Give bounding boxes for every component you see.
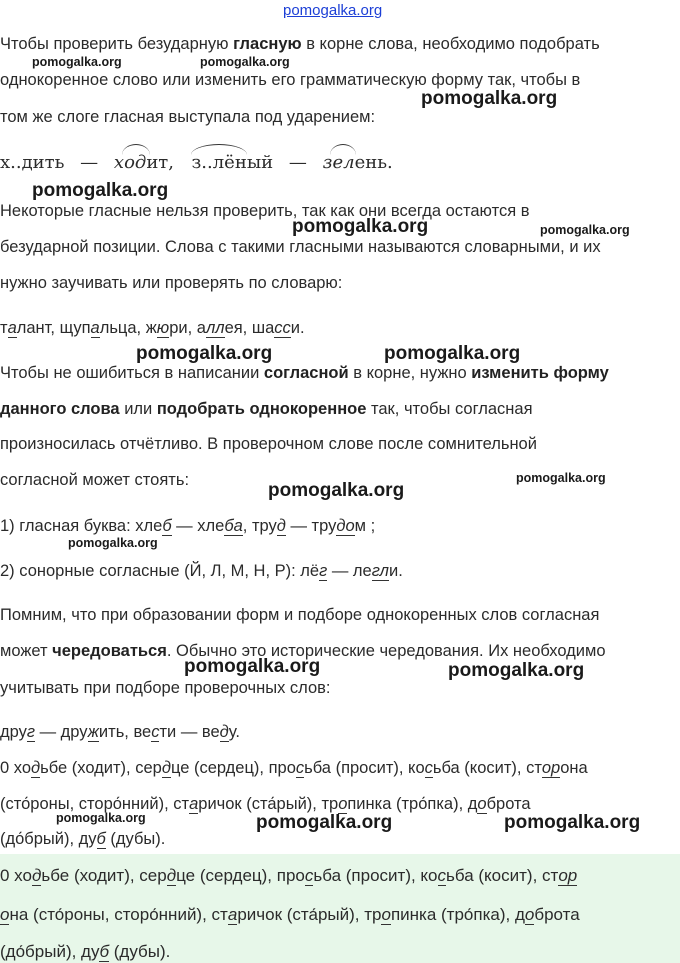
text: и. xyxy=(290,319,305,337)
watermark: pomogalka.org xyxy=(516,471,606,485)
underlined-letter: до xyxy=(336,517,355,535)
rule-vowel-line-3: том же слоге гласная выступала под ударением: xyxy=(0,108,376,126)
emphasis: подобрать однокоренное xyxy=(156,400,367,418)
text: — ле xyxy=(327,562,372,580)
underlined-letter: с xyxy=(151,723,160,741)
text: ьба (косит), ст xyxy=(446,866,559,885)
vowel-examples xyxy=(0,152,393,173)
answer-line-2 xyxy=(0,904,580,926)
watermark: pomogalka.org xyxy=(292,216,429,237)
text: дру xyxy=(0,723,27,741)
text: (дубы). xyxy=(109,942,171,961)
underlined-letter: ор xyxy=(558,866,578,885)
text: льца, ж xyxy=(99,319,157,337)
emphasis: чередоваться xyxy=(52,642,167,660)
rule-consonant-line-3: произносилась отчётливо. В проверочном слове после сомнительной xyxy=(0,435,537,453)
text: х xyxy=(113,152,125,173)
underlined-letter: лл xyxy=(205,319,225,337)
underlined-letter: сс xyxy=(274,319,291,337)
text: (сто́роны, сторо́нний), ст xyxy=(0,795,190,813)
watermark: pomogalka.org xyxy=(448,660,585,681)
underlined-letter: с xyxy=(295,759,305,777)
text: ьба (косит), ст xyxy=(432,759,542,777)
text: м ; xyxy=(354,517,376,535)
site-watermark-link[interactable]: pomogalka.org xyxy=(283,2,383,19)
root: од xyxy=(124,152,147,173)
text: з..лёный xyxy=(191,152,274,173)
watermark: pomogalka.org xyxy=(32,180,169,201)
rule-consonant-line-4: согласной может стоять: xyxy=(0,471,190,489)
underlined-letter: д xyxy=(276,517,286,535)
watermark: pomogalka.org xyxy=(136,343,273,364)
root-arc xyxy=(191,144,247,155)
text: ить, ве xyxy=(98,723,152,741)
text: 0 хо xyxy=(0,866,32,885)
emphasis: данного слова xyxy=(0,400,120,418)
text: — дру xyxy=(35,723,88,741)
rule-vowel-line-2: однокоренное слово или изменить его грамматическую форму так, чтобы в xyxy=(0,71,581,89)
watermark: pomogalka.org xyxy=(504,812,641,833)
underlined-letter: а xyxy=(7,319,17,337)
task-line-3 xyxy=(0,828,165,850)
dictionary-word-examples xyxy=(0,317,305,339)
emphasis: согласной xyxy=(263,364,349,382)
check-word xyxy=(323,152,393,173)
answer-line-3 xyxy=(0,941,170,963)
text: у. xyxy=(228,723,240,741)
underlined-letter: г xyxy=(26,723,36,741)
dash: — xyxy=(288,152,307,173)
answer-block xyxy=(0,854,680,963)
underlined-letter: о xyxy=(338,795,348,813)
rule-vowel-line-1 xyxy=(0,33,600,55)
text: Чтобы проверить безударную xyxy=(0,35,234,53)
text: лант, щуп xyxy=(16,319,91,337)
underlined-letter: д xyxy=(31,759,41,777)
emphasis: гласную xyxy=(233,35,302,53)
underlined-letter: б xyxy=(162,517,172,535)
underlined-letter: д xyxy=(161,759,171,777)
text: ьбе (ходит), сер xyxy=(41,866,167,885)
watermark: pomogalka.org xyxy=(184,656,321,677)
underlined-letter: ба xyxy=(224,517,243,535)
text: ьба (просит), ко xyxy=(313,866,438,885)
text: ея, ша xyxy=(224,319,275,337)
text: брота xyxy=(486,795,531,813)
underlined-letter: б xyxy=(96,830,106,848)
text: т xyxy=(0,319,8,337)
rule-consonant-line-1 xyxy=(0,362,609,384)
underlined-letter: гл xyxy=(371,562,389,580)
text: так, чтобы согласная xyxy=(366,400,533,418)
text: брота xyxy=(534,905,580,924)
underlined-letter: а xyxy=(227,905,238,924)
check-word xyxy=(114,152,174,173)
text: в корне, нужно xyxy=(348,364,472,382)
list-item-sonorant xyxy=(0,560,403,582)
text: или xyxy=(119,400,157,418)
root: ел xyxy=(332,152,355,173)
text: — тру xyxy=(285,517,337,535)
dictionary-words-line-3: нужно заучивать или проверять по словарю: xyxy=(0,274,343,292)
underlined-letter: д xyxy=(166,866,177,885)
example-word xyxy=(191,152,273,173)
watermark: pomogalka.org xyxy=(421,88,558,109)
root-arc xyxy=(122,144,150,155)
task-line-1 xyxy=(0,757,588,779)
watermark: pomogalka.org xyxy=(256,812,393,833)
text: ит, xyxy=(146,152,174,173)
alternation-examples xyxy=(0,721,240,743)
underlined-letter: ор xyxy=(541,759,561,777)
text: ьба (просит), ко xyxy=(304,759,425,777)
text: (дубы). xyxy=(105,830,166,848)
underlined-letter: о xyxy=(524,905,535,924)
text: ри, а xyxy=(169,319,206,337)
underlined-letter: а xyxy=(189,795,199,813)
text: це (сердец), про xyxy=(170,759,296,777)
underlined-letter: б xyxy=(99,942,110,961)
list-item-vowel xyxy=(0,515,375,537)
underlined-letter: с xyxy=(437,866,447,885)
text: 2) сонорные согласные (Й, Л, М, Н, Р): лё xyxy=(0,562,320,580)
text: она xyxy=(560,759,588,777)
emphasis: изменить форму xyxy=(471,364,609,382)
example-word: х..дить xyxy=(0,152,65,173)
watermark: pomogalka.org xyxy=(56,811,146,825)
underlined-letter: с xyxy=(424,759,433,777)
text: ень. xyxy=(354,152,393,173)
root-arc xyxy=(330,144,356,155)
underlined-letter: о xyxy=(477,795,487,813)
alternation-line-3: учитывать при подборе проверочных слов: xyxy=(0,679,331,697)
text: , тру xyxy=(242,517,277,535)
text: в корне слова, необходимо подобрать xyxy=(301,35,600,53)
text: Чтобы не ошибиться в написании xyxy=(0,364,264,382)
underlined-letter: г xyxy=(319,562,328,580)
text: це (сердец), про xyxy=(176,866,305,885)
watermark: pomogalka.org xyxy=(384,343,521,364)
text: ти — ве xyxy=(159,723,220,741)
text: ричок (ста́рый), тр xyxy=(198,795,339,813)
watermark: pomogalka.org xyxy=(540,223,630,237)
text: ьбе (ходит), сер xyxy=(40,759,162,777)
watermark: pomogalka.org xyxy=(68,536,158,550)
underlined-letter: ю xyxy=(156,319,170,337)
underlined-letter: д xyxy=(31,866,42,885)
alternation-line-1: Помним, что при образовании форм и подборе однокоренных слов согласная xyxy=(0,606,600,624)
text: (до́брый), ду xyxy=(0,830,97,848)
text: 0 хо xyxy=(0,759,32,777)
text: ричок (ста́рый), тр xyxy=(237,905,382,924)
underlined-letter: о xyxy=(0,905,10,924)
underlined-letter: д xyxy=(219,723,229,741)
underlined-letter: с xyxy=(304,866,314,885)
dash: — xyxy=(80,152,99,173)
watermark: pomogalka.org xyxy=(200,55,290,69)
text: (до́брый), ду xyxy=(0,942,100,961)
answer-line-1 xyxy=(0,865,577,887)
text: з xyxy=(322,152,333,173)
dictionary-words-line-2: безударной позиции. Слова с такими гласными называются словарными, и их xyxy=(0,238,601,256)
text: и. xyxy=(389,562,403,580)
rule-consonant-line-2 xyxy=(0,398,533,420)
text: пинка (тро́пка), д xyxy=(347,795,478,813)
text: может xyxy=(0,642,53,660)
underlined-letter: а xyxy=(90,319,100,337)
text: пинка (тро́пка), д xyxy=(390,905,525,924)
dictionary-words-line-1: Некоторые гласные нельзя проверить, так как они всегда остаются в xyxy=(0,202,530,220)
text: 1) гласная буква: хле xyxy=(0,517,163,535)
text: — хле xyxy=(171,517,225,535)
text: на (сто́роны, сторо́нний), ст xyxy=(9,905,228,924)
underlined-letter: о xyxy=(381,905,391,924)
watermark: pomogalka.org xyxy=(268,480,405,501)
text: . Обычно это исторические чередования. Их необходимо xyxy=(166,642,606,660)
underlined-letter: ж xyxy=(87,723,99,741)
watermark: pomogalka.org xyxy=(32,55,122,69)
